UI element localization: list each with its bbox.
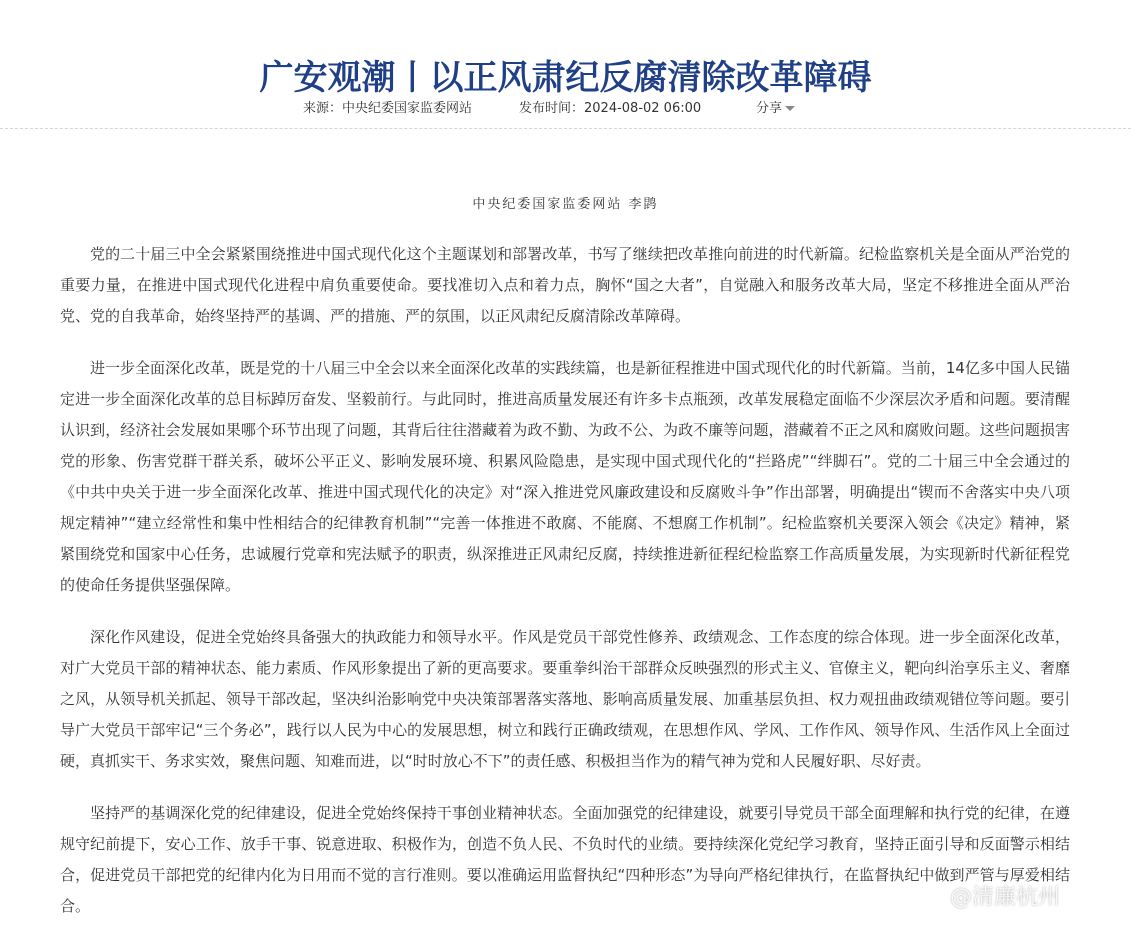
paragraph: 深化作风建设，促进全党始终具备强大的执政能力和领导水平。作风是党员干部党性修养、政绩观念、工作态度的综合体现。进一步全面深化改革，对广大党员干部的精神状态、能力素质、作风形象提出了新的更高要求。要重拳纠治干部群众反映强烈的形式主义、官僚主义，靶向纠治享乐主义、奢靡之风，从领导机关抓起、领导干部改起，坚决纠治影响党中央决策部署落实落地、影响高质量发展、加重基层负担、权力观扭曲政绩观错位等问题。要引导广大党员干部牢记“三个务必”，践行以人民为中心的发展思想，树立和践行正确政绩观，在思想作风、学风、工作作风、领导作风、生活作风上全面过硬，真抓实干、务求实效，聚焦问题、知难而进，以“时时放心不下”的责任感、积极担当作为的精气神为党和人民履好职、尽好责。 [60, 628, 1070, 770]
share-label: 分享 [756, 101, 783, 116]
paragraph: 党的二十届三中全会紧紧围绕推进中国式现代化这个主题谋划和部署改革，书写了继续把改革推向前进的时代新篇。纪检监察机关是全面从严治党的重要力量，在推进中国式现代化进程中肩负重要使命。要找准切入点和着力点，胸怀“国之大者”，自觉融入和服务改革大局，坚定不移推进全面从严治党、党的自我革命，始终坚持严的基调、严的措施、严的氛围，以正风肃纪反腐清除改革障碍。 [60, 245, 1070, 325]
header-divider [0, 128, 1131, 129]
caret-down-icon [785, 106, 795, 111]
share-dropdown[interactable] [756, 99, 795, 119]
watermark: @清廉杭州 [950, 885, 1061, 910]
article-meta [0, 99, 1131, 119]
page-title: 广安观潮丨以正风肃纪反腐清除改革障碍 [259, 57, 872, 98]
publish-time: 发布时间：2024-08-02 06:00 [519, 101, 702, 116]
source-label: 来源：中央纪委国家监委网站 [303, 101, 473, 116]
byline: 中央纪委国家监委网站 李鹍 [472, 197, 659, 212]
article-body [60, 239, 1070, 927]
paragraph: 坚持严的基调深化党的纪律建设，促进全党始终保持干事创业精神状态。全面加强党的纪律建设，就要引导党员干部全面理解和执行党的纪律，在遵规守纪前提下，安心工作、放手干事、锐意进取、积极作为，创造不负人民、不负时代的业绩。要持续深化党纪学习教育，坚持正面引导和反面警示相结合，促进党员干部把党的纪律内化为日用而不觉的言行准则。要以准确运用监督执纪“四种形态”为导向严格纪律执行，在监督执纪中做到严管与厚爱相结合。 [60, 804, 1070, 915]
paragraph: 进一步全面深化改革，既是党的十八届三中全会以来全面深化改革的实践续篇，也是新征程推进中国式现代化的时代新篇。当前，14亿多中国人民锚定进一步全面深化改革的总目标踔厉奋发、坚毅前行。与此同时，推进高质量发展还有许多卡点瓶颈，改革发展稳定面临不少深层次矛盾和问题。要清醒认识到，经济社会发展如果哪个环节出现了问题，其背后往往潜藏着为政不勤、为政不公、为政不廉等问题，潜藏着不正之风和腐败问题。这些问题损害党的形象、伤害党群干群关系，破坏公平正义、影响发展环境、积累风险隐患，是实现中国式现代化的“拦路虎”“绊脚石”。党的二十届三中全会通过的《中共中央关于进一步全面深化改革、推进中国式现代化的决定》对“深入推进党风廉政建设和反腐败斗争”作出部署，明确提出“锲而不舍落实中央八项规定精神”“建立经常性和集中性相结合的纪律教育机制”“完善一体推进不敢腐、不能腐、不想腐工作机制”。纪检监察机关要深入领会《决定》精神，紧紧围绕党和国家中心任务，忠诚履行党章和宪法赋予的职责，纵深推进正风肃纪反腐，持续推进新征程纪检监察工作高质量发展，为实现新时代新征程党的使命任务提供坚强保障。 [60, 359, 1070, 594]
